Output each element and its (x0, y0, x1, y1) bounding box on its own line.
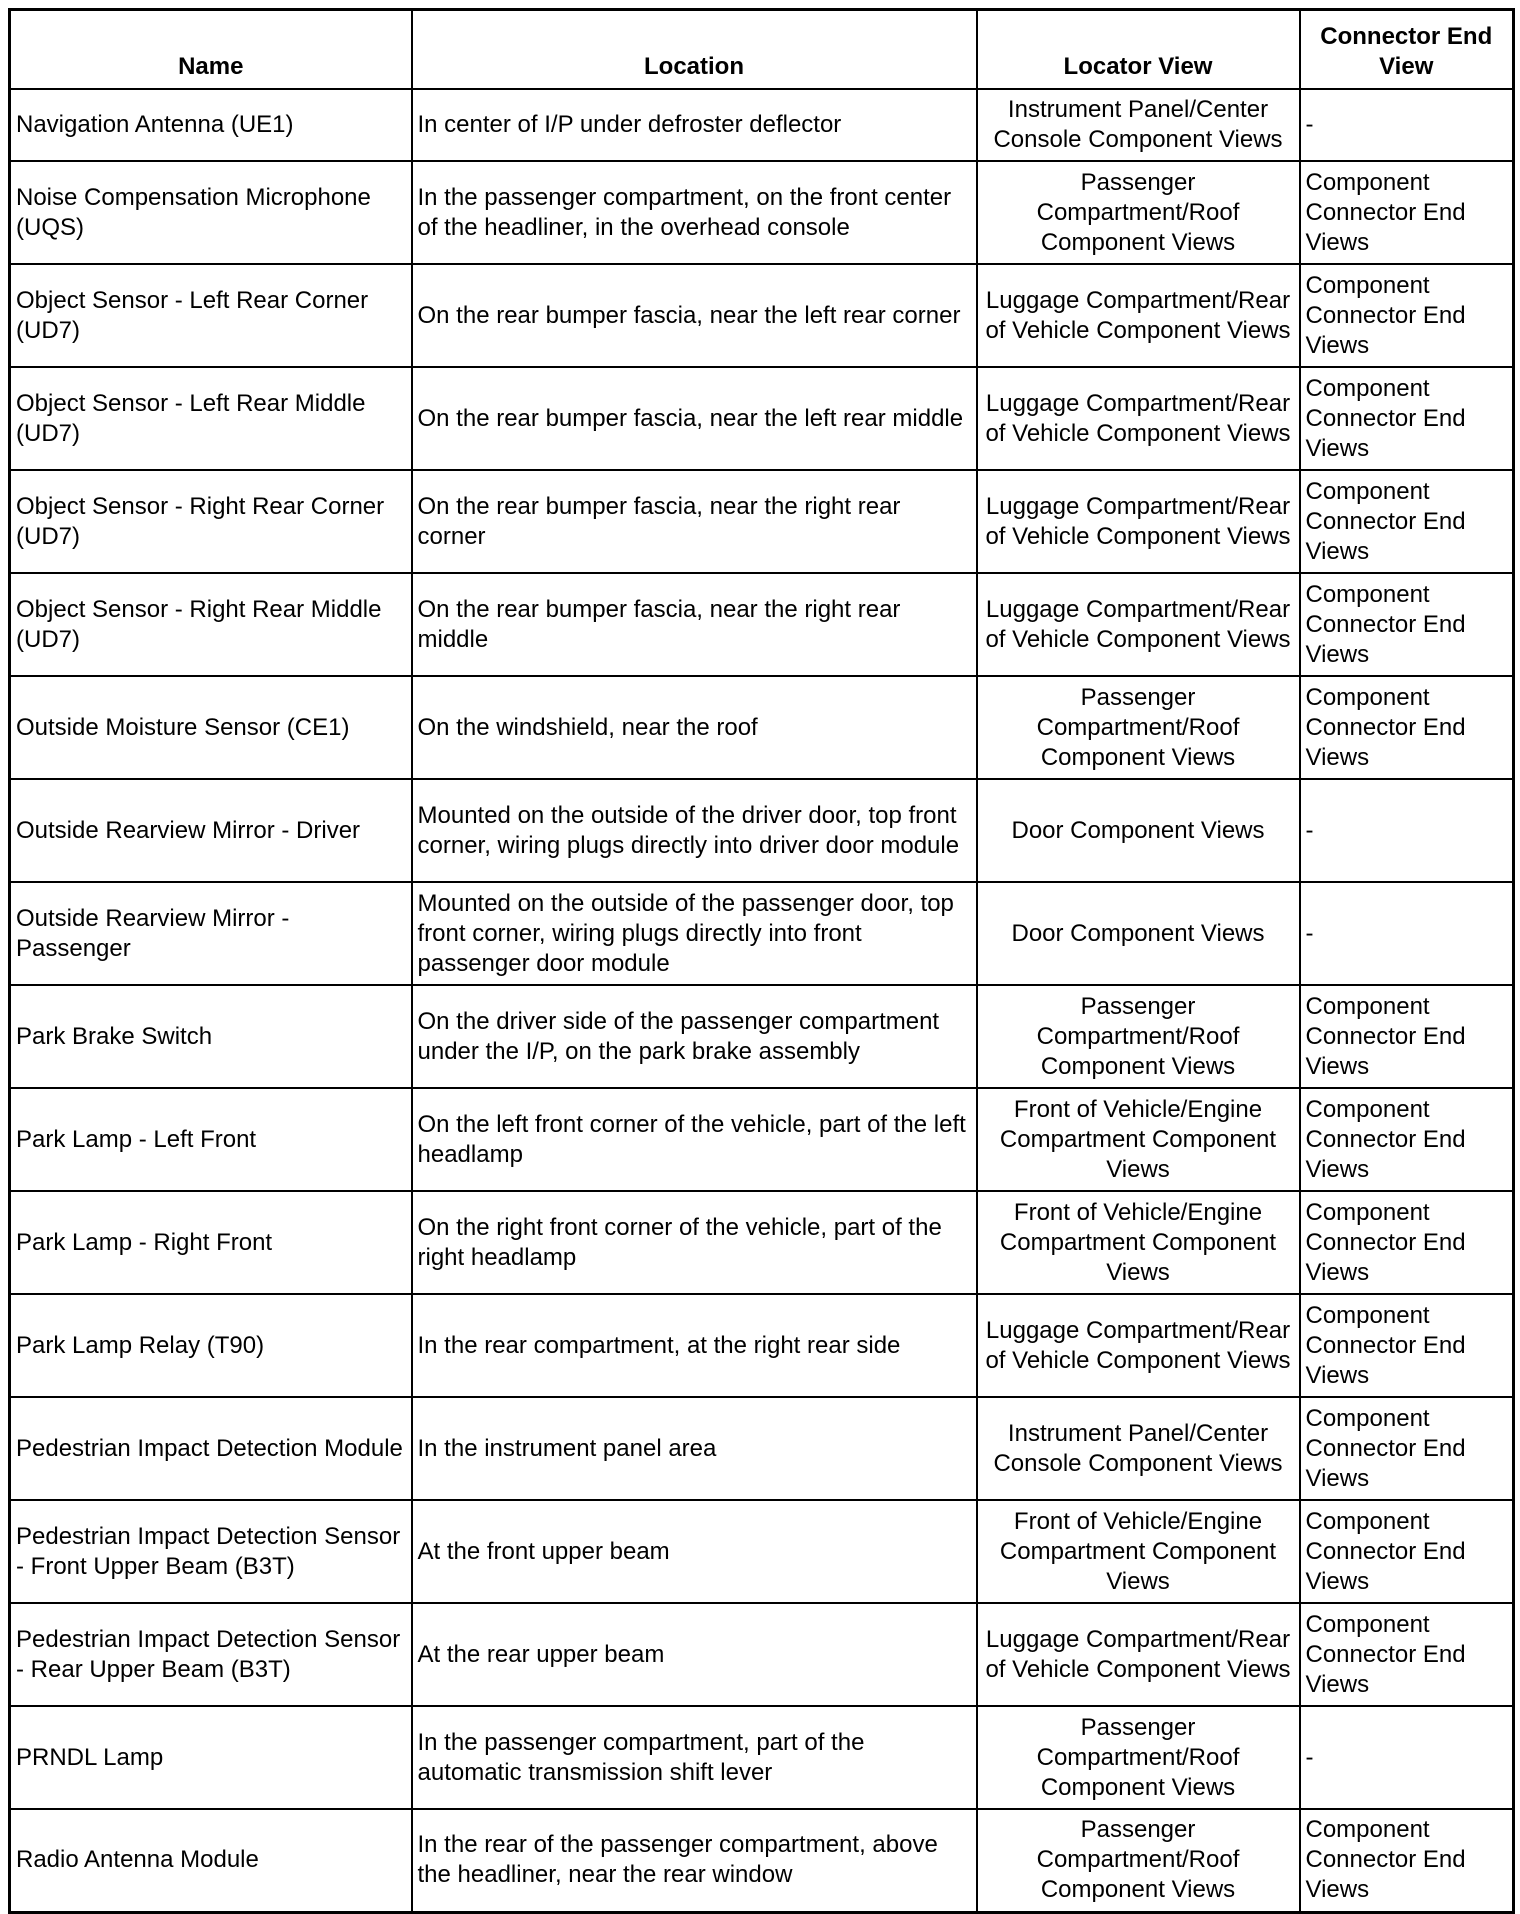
locator-view-cell: Passenger Compartment/Roof Component Views (977, 1809, 1300, 1912)
table-row (10, 1500, 1514, 1603)
name-cell: Navigation Antenna (UE1) (10, 89, 412, 161)
location-cell: In the rear compartment, at the right rear side (412, 1294, 977, 1397)
location-cell: On the rear bumper fascia, near the left rear corner (412, 264, 977, 367)
location-cell: In the rear of the passenger compartment, above the headliner, near the rear window (412, 1809, 977, 1912)
locator-view-cell: Passenger Compartment/Roof Component Views (977, 161, 1300, 264)
table-row (10, 882, 1514, 985)
table-body (10, 89, 1514, 1912)
locator-view-cell: Front of Vehicle/Engine Compartment Component Views (977, 1191, 1300, 1294)
location-cell: In the passenger compartment, on the front center of the headliner, in the overhead console (412, 161, 977, 264)
column-header-location: Location (412, 10, 977, 90)
connector-end-view-cell: - (1300, 1706, 1514, 1809)
connector-end-view-cell: Component Connector End Views (1300, 470, 1514, 573)
location-cell: On the windshield, near the roof (412, 676, 977, 779)
name-cell: Pedestrian Impact Detection Sensor - Front Upper Beam (B3T) (10, 1500, 412, 1603)
table-row (10, 367, 1514, 470)
location-cell: On the driver side of the passenger compartment under the I/P, on the park brake assembly (412, 985, 977, 1088)
name-cell: Pedestrian Impact Detection Module (10, 1397, 412, 1500)
connector-end-view-cell: Component Connector End Views (1300, 985, 1514, 1088)
connector-end-view-cell: Component Connector End Views (1300, 1809, 1514, 1912)
connector-end-view-cell: - (1300, 882, 1514, 985)
table-row (10, 264, 1514, 367)
locator-view-cell: Luggage Compartment/Rear of Vehicle Component Views (977, 1603, 1300, 1706)
locator-view-cell: Front of Vehicle/Engine Compartment Component Views (977, 1088, 1300, 1191)
table-row (10, 1397, 1514, 1500)
name-cell: Object Sensor - Right Rear Corner (UD7) (10, 470, 412, 573)
locator-view-cell: Instrument Panel/Center Console Component Views (977, 89, 1300, 161)
name-cell: PRNDL Lamp (10, 1706, 412, 1809)
location-cell: Mounted on the outside of the passenger door, top front corner, wiring plugs directly into front passenger door module (412, 882, 977, 985)
table-row (10, 1706, 1514, 1809)
locator-view-cell: Instrument Panel/Center Console Component Views (977, 1397, 1300, 1500)
table-row (10, 985, 1514, 1088)
table-row (10, 1603, 1514, 1706)
column-header-locator-view: Locator View (977, 10, 1300, 90)
location-cell: In the instrument panel area (412, 1397, 977, 1500)
locator-view-cell: Door Component Views (977, 882, 1300, 985)
table-row (10, 676, 1514, 779)
location-cell: Mounted on the outside of the driver door, top front corner, wiring plugs directly into driver door module (412, 779, 977, 882)
locator-view-cell: Luggage Compartment/Rear of Vehicle Component Views (977, 367, 1300, 470)
table-header (10, 10, 1514, 90)
location-cell: On the rear bumper fascia, near the right rear middle (412, 573, 977, 676)
connector-end-view-cell: Component Connector End Views (1300, 1191, 1514, 1294)
locator-view-cell: Front of Vehicle/Engine Compartment Component Views (977, 1500, 1300, 1603)
locator-view-cell: Luggage Compartment/Rear of Vehicle Component Views (977, 573, 1300, 676)
connector-end-view-cell: Component Connector End Views (1300, 573, 1514, 676)
name-cell: Object Sensor - Right Rear Middle (UD7) (10, 573, 412, 676)
name-cell: Object Sensor - Left Rear Middle (UD7) (10, 367, 412, 470)
name-cell: Park Lamp - Left Front (10, 1088, 412, 1191)
connector-end-view-cell: Component Connector End Views (1300, 1088, 1514, 1191)
location-cell: On the rear bumper fascia, near the right rear corner (412, 470, 977, 573)
table-row (10, 161, 1514, 264)
table-row (10, 1191, 1514, 1294)
location-cell: On the left front corner of the vehicle, part of the left headlamp (412, 1088, 977, 1191)
location-cell: In center of I/P under defroster deflector (412, 89, 977, 161)
connector-end-view-cell: Component Connector End Views (1300, 264, 1514, 367)
connector-end-view-cell: Component Connector End Views (1300, 1500, 1514, 1603)
column-header-name: Name (10, 10, 412, 90)
name-cell: Park Brake Switch (10, 985, 412, 1088)
locator-view-cell: Door Component Views (977, 779, 1300, 882)
locator-view-cell: Passenger Compartment/Roof Component Views (977, 1706, 1300, 1809)
component-locator-table (8, 8, 1515, 1914)
connector-end-view-cell: - (1300, 779, 1514, 882)
connector-end-view-cell: Component Connector End Views (1300, 161, 1514, 264)
locator-view-cell: Passenger Compartment/Roof Component Views (977, 985, 1300, 1088)
table-row (10, 573, 1514, 676)
location-cell: At the rear upper beam (412, 1603, 977, 1706)
name-cell: Outside Rearview Mirror - Driver (10, 779, 412, 882)
name-cell: Noise Compensation Microphone (UQS) (10, 161, 412, 264)
locator-view-cell: Luggage Compartment/Rear of Vehicle Component Views (977, 470, 1300, 573)
table-row (10, 1809, 1514, 1912)
name-cell: Pedestrian Impact Detection Sensor - Rear Upper Beam (B3T) (10, 1603, 412, 1706)
locator-view-cell: Luggage Compartment/Rear of Vehicle Component Views (977, 1294, 1300, 1397)
location-cell: On the rear bumper fascia, near the left rear middle (412, 367, 977, 470)
name-cell: Outside Moisture Sensor (CE1) (10, 676, 412, 779)
name-cell: Radio Antenna Module (10, 1809, 412, 1912)
name-cell: Park Lamp Relay (T90) (10, 1294, 412, 1397)
locator-view-cell: Passenger Compartment/Roof Component Views (977, 676, 1300, 779)
connector-end-view-cell: Component Connector End Views (1300, 1397, 1514, 1500)
connector-end-view-cell: - (1300, 89, 1514, 161)
connector-end-view-cell: Component Connector End Views (1300, 1294, 1514, 1397)
connector-end-view-cell: Component Connector End Views (1300, 676, 1514, 779)
location-cell: On the right front corner of the vehicle, part of the right headlamp (412, 1191, 977, 1294)
table-row (10, 779, 1514, 882)
table-row (10, 470, 1514, 573)
location-cell: In the passenger compartment, part of the automatic transmission shift lever (412, 1706, 977, 1809)
table-row (10, 1088, 1514, 1191)
name-cell: Park Lamp - Right Front (10, 1191, 412, 1294)
name-cell: Object Sensor - Left Rear Corner (UD7) (10, 264, 412, 367)
table-row (10, 1294, 1514, 1397)
header-row (10, 10, 1514, 90)
table-row (10, 89, 1514, 161)
column-header-connector-end-view: Connector End View (1300, 10, 1514, 90)
connector-end-view-cell: Component Connector End Views (1300, 367, 1514, 470)
location-cell: At the front upper beam (412, 1500, 977, 1603)
locator-view-cell: Luggage Compartment/Rear of Vehicle Component Views (977, 264, 1300, 367)
name-cell: Outside Rearview Mirror - Passenger (10, 882, 412, 985)
connector-end-view-cell: Component Connector End Views (1300, 1603, 1514, 1706)
